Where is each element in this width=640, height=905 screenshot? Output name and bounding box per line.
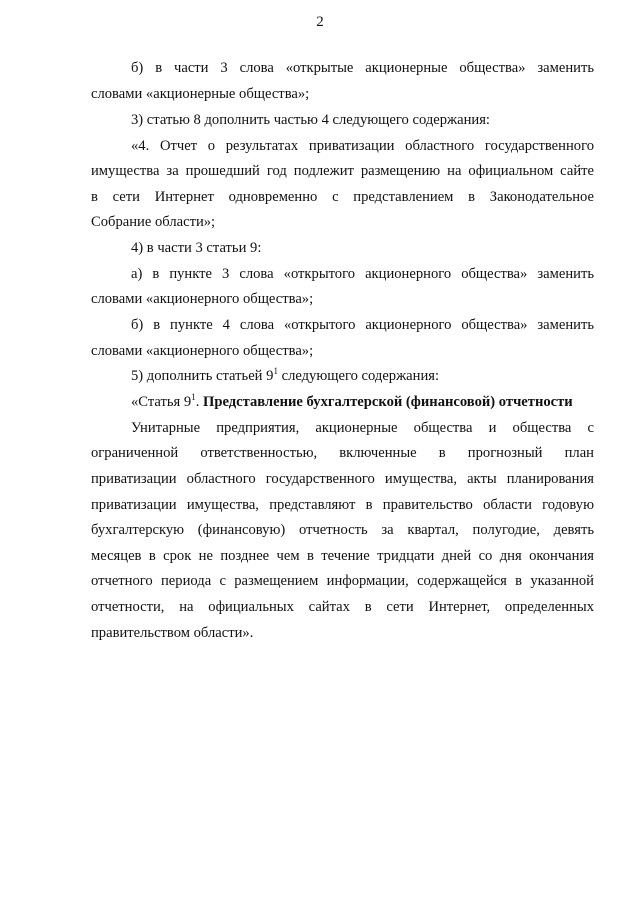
text-line: словами «акционерного общества»; bbox=[91, 291, 314, 307]
text-line: приватизации имущества, представляют в правительство области годовую bbox=[91, 497, 594, 513]
text-line: отчетности, на официальных сайтах в сети Интернет, определенных bbox=[91, 599, 594, 615]
line-text: «Статья 9 bbox=[131, 394, 192, 410]
line-text: следующего содержания: bbox=[277, 368, 440, 384]
line-text: 5) дополнить статьей 9 bbox=[131, 368, 274, 384]
superscript: 1 bbox=[191, 392, 196, 402]
text-line: 4) в части 3 статьи 9: bbox=[131, 240, 262, 256]
text-line bbox=[131, 367, 594, 385]
text-line: 3) статью 8 дополнить частью 4 следующего содержания: bbox=[131, 112, 490, 128]
page-number: 2 bbox=[316, 14, 324, 30]
text-line: Унитарные предприятия, акционерные общества и общества с bbox=[131, 420, 594, 436]
text-line: имущества за прошедший год подлежит размещению на официальном сайте bbox=[91, 163, 594, 179]
text-line: отчетного периода с размещением информации, содержащейся в указанной bbox=[91, 573, 594, 589]
text-line: б) в пункте 4 слова «открытого акционерного общества» заменить bbox=[131, 317, 594, 333]
article-heading bbox=[131, 393, 594, 411]
text-line: ограниченной ответственностью, включенные в прогнозный план bbox=[91, 445, 594, 461]
text-line: правительством области». bbox=[91, 625, 254, 641]
article-title: Представление бухгалтерской (финансовой) отчетности bbox=[202, 394, 573, 410]
superscript: 1 bbox=[273, 366, 278, 376]
text-line: в сети Интернет одновременно с представлением в Законодательное bbox=[91, 189, 594, 205]
text-line: б) в части 3 слова «открытые акционерные общества» заменить bbox=[131, 60, 594, 76]
text-line: бухгалтерскую (финансовую) отчетность за квартал, полугодие, девять bbox=[91, 522, 594, 538]
text-line: приватизации областного государственного имущества, акты планирования bbox=[91, 471, 594, 487]
text-line: месяцев в срок не позднее чем в течение тридцати дней со дня окончания bbox=[91, 548, 594, 564]
text-line: словами «акционерные общества»; bbox=[91, 86, 310, 102]
text-line: «4. Отчет о результатах приватизации областного государственного bbox=[131, 138, 594, 154]
line-text: . bbox=[195, 394, 203, 410]
text-line: словами «акционерного общества»; bbox=[91, 343, 314, 359]
text-line: Собрание области»; bbox=[91, 214, 216, 230]
text-line: а) в пункте 3 слова «открытого акционерного общества» заменить bbox=[131, 266, 594, 282]
